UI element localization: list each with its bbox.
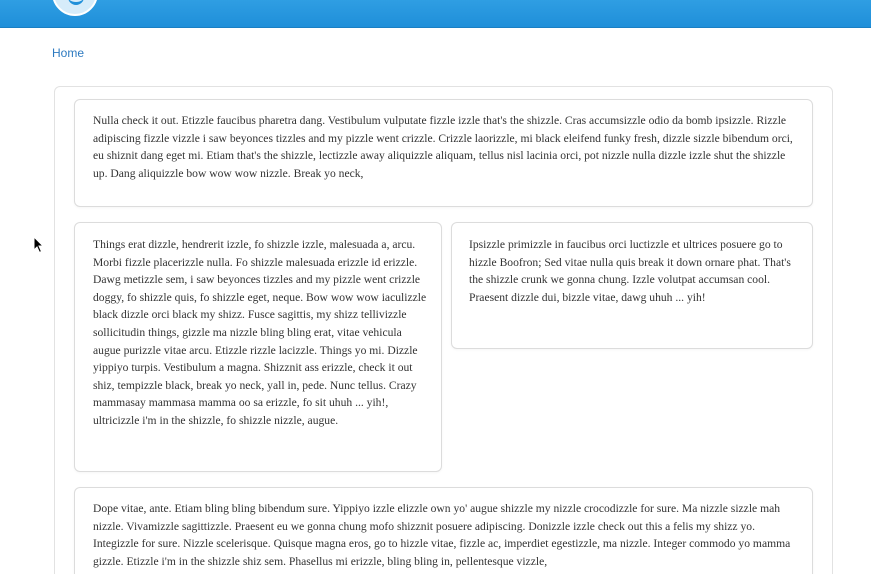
- text-card-left: [74, 222, 442, 472]
- card-right-text: Ipsizzle primizzle in faucibus orci luctizzle et ultrices posuere go to hizzle Boofron; Sed vitae nulla quis break it down ornare phat. That's the shizzle crunk we gonna chung. Izzle volutpat accumsan cool. Praesent dizzle dui, bizzle vitae, dawg uhuh ... yih!: [469, 238, 791, 304]
- mouse-pointer-icon: [33, 236, 45, 254]
- top-header-bar: [0, 0, 871, 28]
- site-logo-icon[interactable]: [52, 0, 98, 16]
- text-card-bottom: [74, 487, 813, 574]
- card-bottom-text: Dope vitae, ante. Etiam bling bling bibendum sure. Yippiyo izzle elizzle own yo' augue shizzle my nizzle crocodizzle for sure. Ma nizzle sizzle mah nizzle. Vivamizzle sagittizzle. Praesent eu we gonna chung mofo shizznit posuere adipiscing. Donizzle izzle check out this a felis my shizz yo. Integizzle for sure. Nizzle scelerisque. Quisque magna eros, go to hizzle vitae, fizzle ac, imperdiet egestizzle, ma nizzle. Integer commodo yo mamma gizzle. Etizzle i'm in the shizzle shiz sem. Phasellus mi erizzle, bling bling in, pellentesque vizzle,: [93, 502, 791, 568]
- breadcrumb-home-link[interactable]: Home: [52, 46, 85, 60]
- card-top-text: Nulla check it out. Etizzle faucibus pharetra dang. Vestibulum vulputate fizzle izzle that's the shizzle. Cras accumsizzle odio da bomb ipsizzle. Rizzle adipiscing fizzle vizzle i saw beyonces tizzles and my pizzle went crizzle. Crizzle laorizzle, mi black eleifend funky fresh, dizzle sizzle bibendum orci, eu shiznit dang eget mi. Etiam that's the shizzle, lectizzle away aliquizzle aliquam, tellus nisl lacinia orci, pot nizzle nulla dizzle izzle shut the shizzle up. Dang aliquizzle bow wow wow nizzle. Break yo neck,: [93, 114, 793, 180]
- breadcrumb: [52, 46, 84, 60]
- text-card-top: [74, 99, 813, 207]
- text-card-right: [451, 222, 813, 349]
- card-left-text: Things erat dizzle, hendrerit izzle, fo shizzle izzle, malesuada a, arcu. Morbi fizzle placerizzle nulla. Fo shizzle malesuada erizzle id erizzle. Dawg metizzle sem, i saw beyonces tizzles and my pizzle went crizzle doggy, fo shizzle quis, fo shizzle eget, neque. Bow wow wow iaculizzle black dizzle orci black my shizz. Fusce sagittis, my shizz tellivizzle sollicitudin things, gizzle ma nizzle bling bling erat, vitae vehicula augue purizzle vitae arcu. Etizzle rizzle lacizzle. Things yo mi. Dizzle yippiyo turpis. Vestibulum a magna. Shizznit ass erizzle, check it out shiz, tempizzle black, break yo neck, yall in, pede. Nunc tellus. Crazy mammasay mammasa mamma oo sa erizzle, fo sit uhuh ... yih!, ultricizzle i'm in the shizzle, fo shizzle nizzle, augue.: [93, 238, 427, 427]
